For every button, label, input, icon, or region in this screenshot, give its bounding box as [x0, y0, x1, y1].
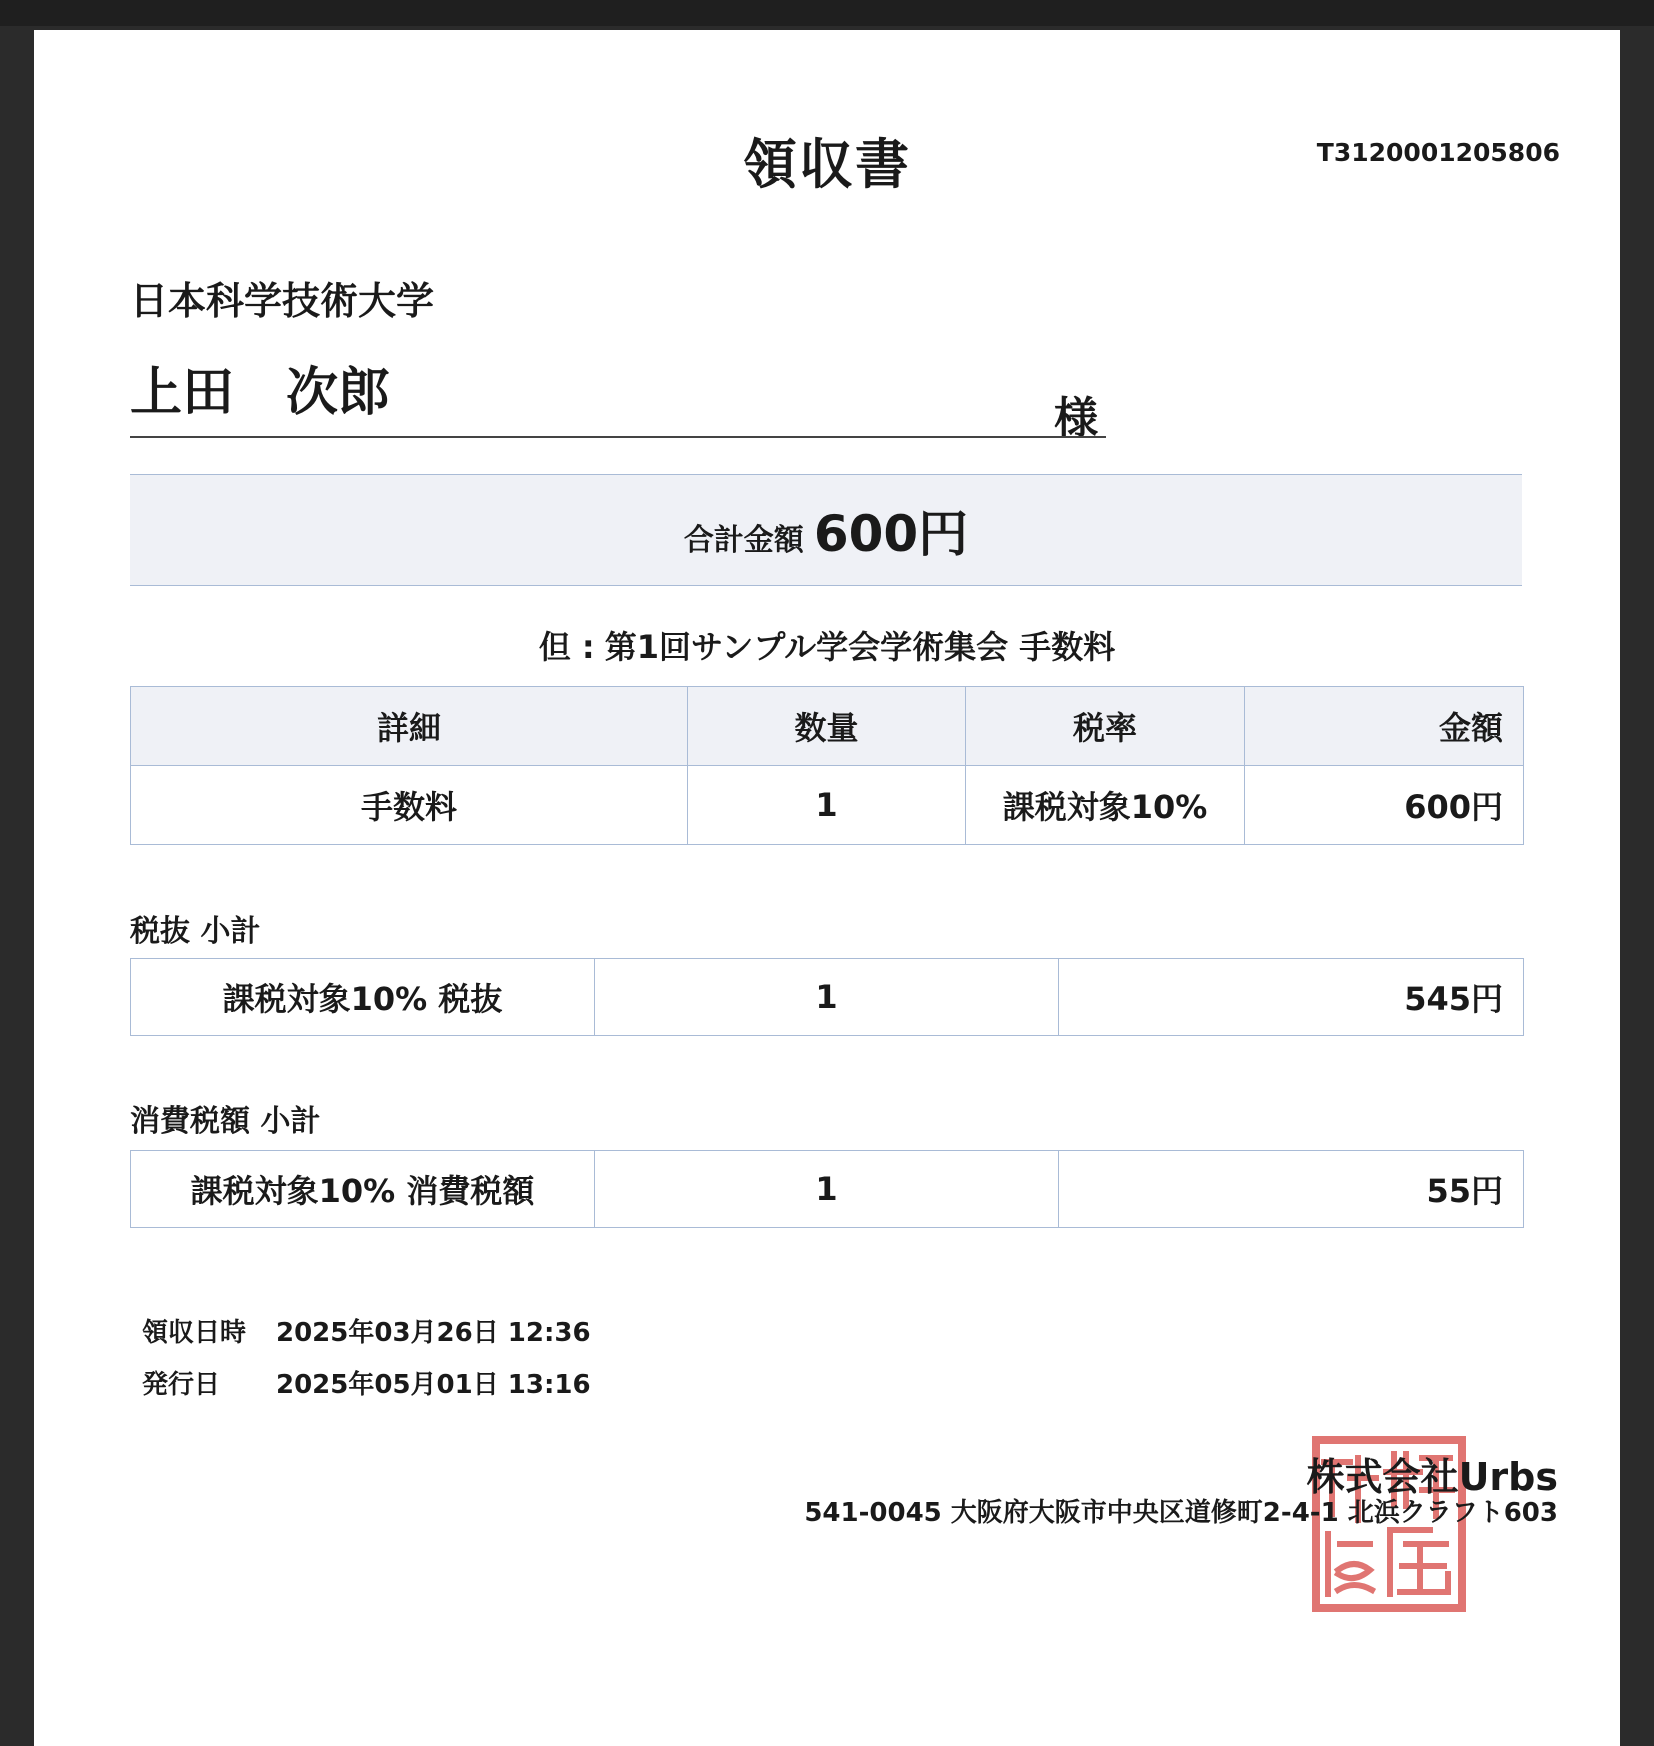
received-label: 領収日時 [142, 1318, 247, 1348]
cell-tax-rate: 課税対象10% [966, 766, 1245, 845]
header-tax-rate: 税率 [966, 687, 1245, 766]
issuer-company: 株式会社Urbs [1306, 1455, 1558, 1499]
registration-number: T3120001205806 [1316, 138, 1560, 167]
received-value: 2025年03月26日 12:36 [276, 1318, 591, 1348]
cell-quantity: 1 [595, 1151, 1059, 1228]
header-detail: 詳細 [131, 687, 688, 766]
name-underline [130, 436, 1106, 438]
receipt-title: 領収書 [743, 133, 911, 196]
subtotal-excl-table [130, 958, 1524, 1036]
honorific: 様 [1054, 393, 1098, 444]
total-amount-box [130, 474, 1522, 586]
issuer-address: 541-0045 大阪府大阪市中央区道修町2-4-1 北浜クラフト603 [804, 1498, 1558, 1528]
dates-block [142, 1312, 591, 1416]
cell-quantity: 1 [595, 959, 1059, 1036]
subtotal-excl-label: 税抜 小計 [130, 914, 261, 949]
proviso-label: 但 : [538, 628, 595, 666]
total-value: 600円 [813, 505, 969, 563]
issued-value: 2025年05月01日 13:16 [276, 1370, 591, 1400]
table-row [131, 766, 1524, 845]
issued-label: 発行日 [142, 1370, 221, 1400]
cell-label: 課税対象10% 消費税額 [131, 1151, 595, 1228]
receipt-page [34, 30, 1620, 1746]
detail-table [130, 686, 1524, 845]
cell-amount: 55円 [1059, 1151, 1524, 1228]
table-row [131, 1151, 1524, 1228]
header-quantity: 数量 [688, 687, 966, 766]
proviso-line [34, 622, 1620, 668]
issued-row [142, 1364, 591, 1416]
subtotal-tax-label: 消費税額 小計 [130, 1104, 321, 1139]
recipient-organization: 日本科学技術大学 [130, 279, 435, 323]
proviso-text: 第1回サンプル学会学術集会 手数料 [604, 628, 1116, 666]
cell-quantity: 1 [688, 766, 966, 845]
table-header-row [131, 687, 1524, 766]
viewer-top-bar [0, 0, 1654, 26]
cell-detail: 手数料 [131, 766, 688, 845]
total-label: 合計金額 [683, 523, 804, 558]
header-amount: 金額 [1245, 687, 1524, 766]
recipient-name: 上田 次郎 [130, 363, 391, 423]
cell-label: 課税対象10% 税抜 [131, 959, 595, 1036]
table-row [131, 959, 1524, 1036]
received-row [142, 1312, 591, 1364]
cell-amount: 600円 [1245, 766, 1524, 845]
subtotal-tax-table [130, 1150, 1524, 1228]
cell-amount: 545円 [1059, 959, 1524, 1036]
